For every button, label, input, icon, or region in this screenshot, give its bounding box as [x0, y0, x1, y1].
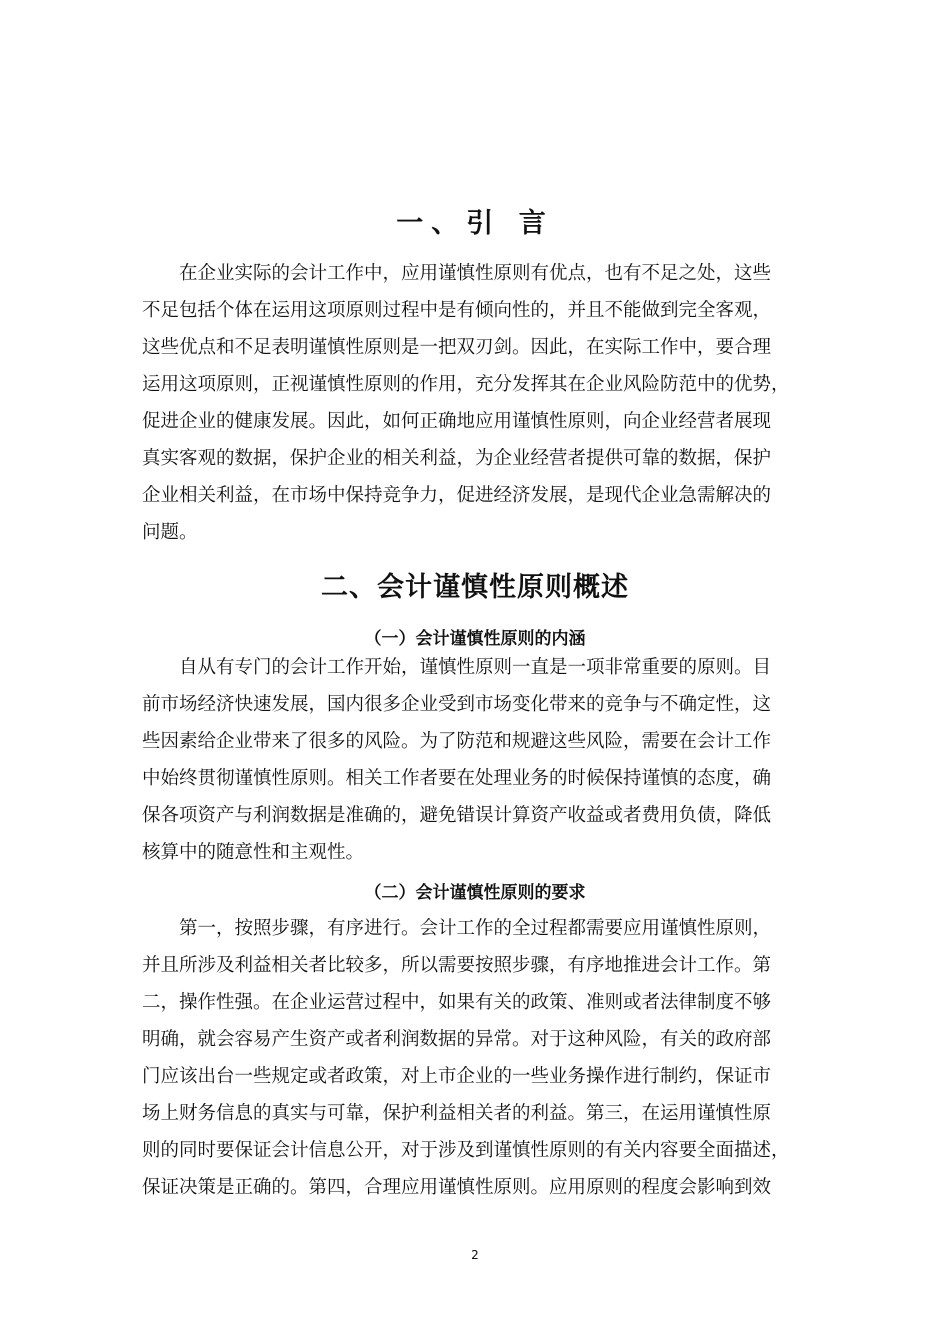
paragraph-line: 不足包括个体在运用这项原则过程中是有倾向性的，并且不能做到完全客观，: [142, 300, 772, 321]
paragraph-line: 门应该出台一些规定或者政策，对上市企业的一些业务操作进行制约，保证市: [142, 1066, 772, 1087]
paragraph-line: 运用这项原则，正视谨慎性原则的作用，充分发挥其在企业风险防范中的优势，: [142, 374, 790, 395]
paragraph-line: 保各项资产与利润数据是准确的，避免错误计算资产收益或者费用负债，降低: [142, 805, 772, 826]
subsection-heading-connotation: （一）会计谨慎性原则的内涵: [364, 629, 586, 649]
paragraph-line: 核算中的随意性和主观性。: [142, 842, 365, 863]
paragraph-line: 促进企业的健康发展。因此，如何正确地应用谨慎性原则，向企业经营者展现: [142, 411, 772, 432]
paragraph-line: 问题。: [142, 522, 198, 543]
paragraph-line: 前市场经济快速发展，国内很多企业受到市场变化带来的竞争与不确定性，这: [142, 694, 772, 715]
section-heading-introduction: 一、引 言: [396, 208, 554, 239]
paragraph-line: 保证决策是正确的。第四，合理应用谨慎性原则。应用原则的程度会影响到效: [142, 1177, 772, 1198]
paragraph-line: 二，操作性强。在企业运营过程中，如果有关的政策、准则或者法律制度不够: [142, 992, 772, 1013]
paragraph-line: 则的同时要保证会计信息公开，对于涉及到谨慎性原则的有关内容要全面描述，: [142, 1140, 790, 1161]
paragraph-line: 这些优点和不足表明谨慎性原则是一把双刃剑。因此，在实际工作中，要合理: [142, 337, 772, 358]
page-number: 2: [471, 1248, 479, 1262]
paragraph-line: 自从有专门的会计工作开始，谨慎性原则一直是一项非常重要的原则。目: [142, 657, 772, 678]
paragraph-line: 企业相关利益，在市场中保持竞争力，促进经济发展，是现代企业急需解决的: [142, 485, 772, 506]
paragraph-line: 真实客观的数据，保护企业的相关利益，为企业经营者提供可靠的数据，保护: [142, 448, 772, 469]
subsection-heading-requirements: （二）会计谨慎性原则的要求: [364, 883, 586, 903]
paragraph-line: 在企业实际的会计工作中，应用谨慎性原则有优点，也有不足之处，这些: [142, 263, 772, 284]
paragraph-line: 中始终贯彻谨慎性原则。相关工作者要在处理业务的时候保持谨慎的态度，确: [142, 768, 772, 789]
paragraph-line: 第一，按照步骤，有序进行。会计工作的全过程都需要应用谨慎性原则，: [142, 918, 772, 939]
paragraph-line: 场上财务信息的真实与可靠，保护利益相关者的利益。第三，在运用谨慎性原: [142, 1103, 772, 1124]
section-heading-overview: 二、会计谨慎性原则概述: [321, 572, 629, 603]
paragraph-line: 些因素给企业带来了很多的风险。为了防范和规避这些风险，需要在会计工作: [142, 731, 772, 752]
paragraph-line: 并且所涉及利益相关者比较多，所以需要按照步骤，有序地推进会计工作。第: [142, 955, 772, 976]
paragraph-line: 明确，就会容易产生资产或者利润数据的异常。对于这种风险，有关的政府部: [142, 1029, 772, 1050]
